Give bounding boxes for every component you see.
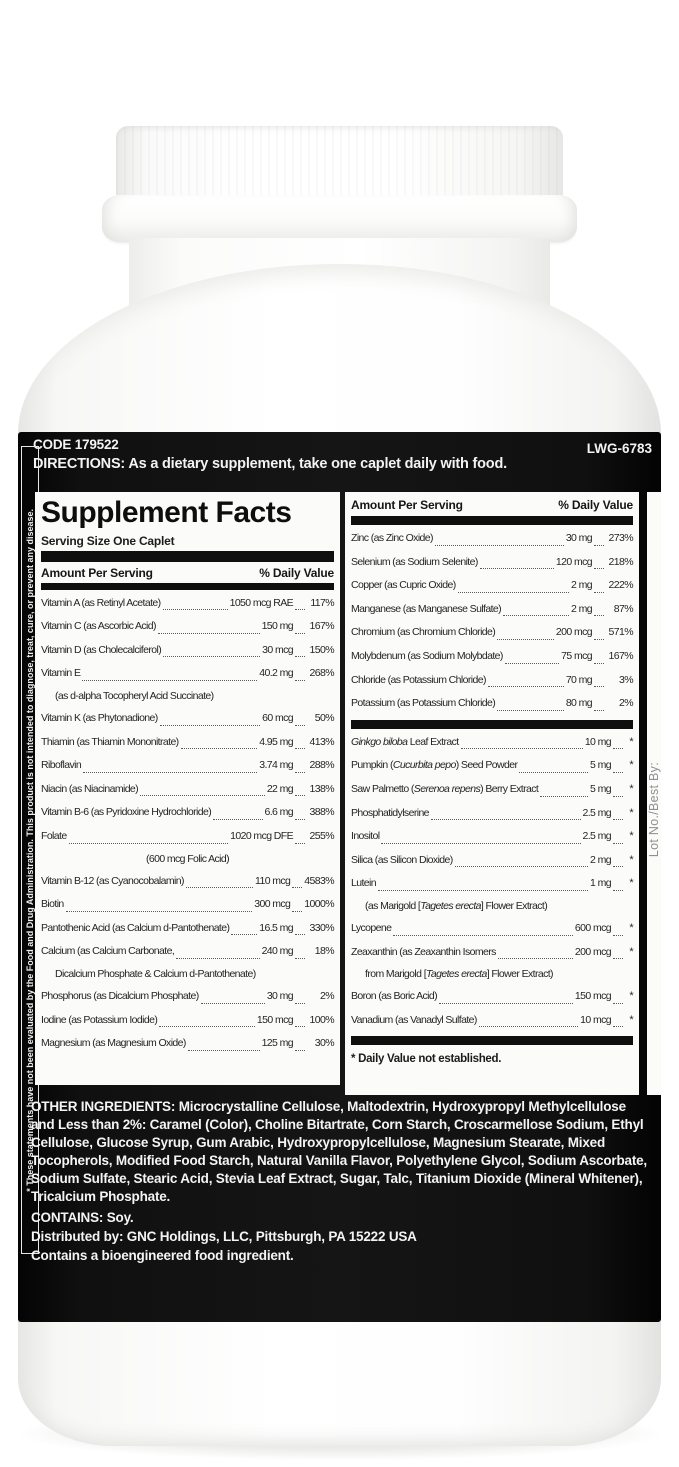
ingredient-dv: 117% xyxy=(310,596,334,609)
fact-row xyxy=(41,940,334,964)
dotted-leader xyxy=(163,609,228,610)
ingredient-amount: 16.5 mg xyxy=(259,921,293,934)
ingredient-amount: 1050 mcg RAE xyxy=(229,596,293,609)
ingredient-amount: 200 mcg xyxy=(574,945,611,958)
ingredient-name: Phosphatidylserine xyxy=(351,806,429,819)
ingredient-name: Boron (as Boric Acid) xyxy=(351,990,438,1003)
dotted-leader xyxy=(613,890,623,891)
bottle-cap xyxy=(116,126,563,202)
fact-row xyxy=(41,639,334,663)
dotted-leader xyxy=(292,887,302,888)
dotted-leader xyxy=(594,615,604,616)
dotted-leader xyxy=(461,748,583,749)
other-ingredients xyxy=(31,1098,651,1206)
ingredient-name: Copper (as Cupric Oxide) xyxy=(351,579,456,592)
ingredient-amount: 30 mg xyxy=(266,989,293,1002)
ingredient-amount: 30 mcg xyxy=(262,643,293,656)
ingredient-subnote: Dicalcium Phosphate & Calcium d-Pantothenate) xyxy=(55,967,256,980)
dotted-leader xyxy=(295,843,305,844)
dotted-leader xyxy=(498,958,573,959)
ingredient-amount: 200 mcg xyxy=(555,626,592,639)
ingredient-name: Potassium (as Potassium Chloride) xyxy=(351,697,496,710)
ingredient-dv: 2% xyxy=(320,989,334,1002)
dotted-leader xyxy=(594,710,604,711)
ingredient-amount: 22 mg xyxy=(266,782,293,795)
dotted-leader xyxy=(613,843,623,844)
ingredient-name: Vitamin A (as Retinyl Acetate) xyxy=(41,596,161,609)
ingredient-name: Pantothenic Acid (as Calcium d-Pantothenate) xyxy=(41,921,230,934)
dotted-leader xyxy=(295,772,305,773)
ingredient-dv: 218% xyxy=(608,555,633,568)
dotted-leader xyxy=(188,1050,260,1051)
dotted-leader xyxy=(295,795,305,796)
ingredient-dv: 571% xyxy=(608,626,633,639)
ingredient-name: Zinc (as Zinc Oxide) xyxy=(351,532,433,544)
fact-row xyxy=(41,825,334,849)
ingredient-dv: * xyxy=(629,945,633,958)
ingredient-amount: 5 mg xyxy=(590,759,611,772)
ingredient-name: Calcium (as Calcium Carbonate, xyxy=(41,945,175,958)
directions-line xyxy=(33,456,507,472)
ingredient-amount: 120 mcg xyxy=(555,555,592,568)
ingredient-amount: 150 mcg xyxy=(256,1013,293,1026)
supplement-label xyxy=(18,432,661,1322)
ingredient-amount: 2.5 mg xyxy=(582,830,611,843)
fact-row xyxy=(351,598,633,622)
dv-header: % Daily Value xyxy=(558,498,633,512)
dotted-leader xyxy=(479,1026,578,1027)
fact-row xyxy=(351,985,633,1009)
fact-row xyxy=(41,707,334,731)
ingredient-name: Vitamin K (as Phytonadione) xyxy=(41,711,158,724)
ingredient-amount: 240 mg xyxy=(261,945,293,958)
ingredient-dv: 4583% xyxy=(304,874,334,887)
ingredient-subnote: (as Marigold [Tagetes erecta] Flower Extract) xyxy=(365,899,548,912)
ingredient-amount: 5 mg xyxy=(590,782,611,795)
fact-row xyxy=(41,754,334,778)
label-bottom-block xyxy=(31,1098,651,1265)
dotted-leader xyxy=(540,796,588,797)
fact-row xyxy=(351,551,633,575)
ingredient-dv: 167% xyxy=(309,620,334,633)
ingredient-dv: * xyxy=(629,921,633,934)
dotted-leader xyxy=(186,887,253,888)
ingredient-amount: 1020 mcg DFE xyxy=(230,829,293,842)
ingredient-name: Molybdenum (as Sodium Molybdate) xyxy=(351,649,503,662)
ingredient-name: Pumpkin (Cucurbita pepo) Seed Powder xyxy=(351,759,518,772)
vitamin-rows xyxy=(41,592,334,1056)
ingredient-subnote: (as d-alpha Tocopheryl Acid Succinate) xyxy=(55,689,214,702)
ingredient-dv: * xyxy=(629,782,633,795)
dotted-leader xyxy=(393,935,573,936)
ingredient-dv: * xyxy=(629,990,633,1003)
distributor-line: Distributed by: GNC Holdings, LLC, Pittsburgh, PA 15222 USA xyxy=(31,1229,417,1244)
ingredient-amount: 2.5 mg xyxy=(582,806,611,819)
fact-row xyxy=(351,849,633,873)
fact-row xyxy=(351,574,633,598)
dotted-leader xyxy=(594,592,604,593)
ingredient-dv: * xyxy=(629,877,633,890)
fact-row xyxy=(351,621,633,645)
dotted-leader xyxy=(158,633,260,634)
other-ingredients-text: Microcrystalline Cellulose, Maltodextrin, Hydroxypropyl Methylcellulose and Less than 2%: Caramel (Color), Choline Bitartrate, Corn Starch, Croscarmellose Sodium, Ethyl Cellulose, Glucose Syrup, Gum Arabic, Hydroxypropylcellulose, Magnesium Stearate, Mixed Tocopherols, Modified Food Starch, Natural Vanilla Flavor, Polyethylene Glycol, Sodium Ascorbate, Sodium Sulfate, Stearic Acid, Stevia Leaf Extract, Sugar, Talc, Titanium Dioxide (Mineral Whitener), Tricalcium Phosphate. xyxy=(31,1099,647,1204)
ingredient-name: Magnesium (as Magnesium Oxide) xyxy=(41,1037,186,1050)
dotted-leader xyxy=(613,819,623,820)
dotted-leader xyxy=(292,911,302,912)
dotted-leader xyxy=(378,890,588,891)
fact-row xyxy=(41,1009,334,1033)
ingredient-dv: * xyxy=(629,830,633,843)
fact-row xyxy=(41,985,334,1009)
dotted-leader xyxy=(480,568,554,569)
dotted-leader xyxy=(163,656,260,657)
ingredient-dv: 87% xyxy=(613,602,633,615)
ingredient-dv: * xyxy=(629,759,633,772)
ingredient-dv: 18% xyxy=(314,945,334,958)
ingredient-name: Vitamin B-6 (as Pyridoxine Hydrochloride) xyxy=(41,806,212,819)
ingredient-name: Lycopene xyxy=(351,921,392,934)
ingredient-amount: 70 mg xyxy=(565,673,592,686)
ingredient-dv: 2% xyxy=(619,697,633,710)
dotted-leader xyxy=(176,958,259,959)
divider-bar xyxy=(351,720,633,729)
ingredient-name: Biotin xyxy=(41,898,64,911)
product-code: CODE 179522 xyxy=(33,437,119,452)
ingredient-name: Vitamin E xyxy=(41,667,81,680)
ingredient-name: Niacin (as Niacinamide) xyxy=(41,782,139,795)
dotted-leader xyxy=(295,819,305,820)
lot-strip xyxy=(647,492,661,1095)
ingredient-name: Iodine (as Potassium Iodide) xyxy=(41,1013,158,1026)
divider-bar xyxy=(41,583,334,590)
fact-row xyxy=(351,645,633,669)
ingredient-name: Silica (as Silicon Dioxide) xyxy=(351,853,453,866)
ingredient-amount: 4.95 mg xyxy=(259,735,293,748)
ingredient-dv: 167% xyxy=(608,649,633,662)
fact-row xyxy=(351,731,633,755)
supplement-facts-panel xyxy=(35,492,340,1085)
ingredient-amount: 300 mcg xyxy=(254,898,291,911)
dotted-leader xyxy=(594,568,604,569)
dotted-leader xyxy=(613,1003,623,1004)
fact-row xyxy=(351,669,633,693)
ingredient-amount: 2 mg xyxy=(571,602,592,615)
fact-row xyxy=(41,778,334,802)
botanical-rows xyxy=(351,731,633,1033)
other-ingredients-label: OTHER INGREDIENTS: xyxy=(31,1099,176,1114)
dotted-leader xyxy=(458,592,569,593)
dotted-leader xyxy=(295,958,305,959)
ingredient-name: Manganese (as Manganese Sulfate) xyxy=(351,602,502,615)
ingredient-amount: 110 mcg xyxy=(255,874,291,887)
column-headers xyxy=(41,564,334,582)
ingredient-name: Vitamin D (as Cholecalciferol) xyxy=(41,643,162,656)
bioengineered-statement: Contains a bioengineered food ingredient. xyxy=(31,1248,294,1263)
ingredient-dv: * xyxy=(629,853,633,866)
dotted-leader xyxy=(613,958,623,959)
ingredient-subnote: (600 mcg Folic Acid) xyxy=(145,852,230,865)
divider-bar xyxy=(41,551,334,562)
ingredient-name: Vitamin B-12 (as Cyanocobalamin) xyxy=(41,874,184,887)
ingredient-amount: 10 mcg xyxy=(580,1013,611,1026)
ingredient-dv: 50% xyxy=(314,711,334,724)
ingredient-name: Lutein xyxy=(351,877,377,890)
fact-row xyxy=(351,941,633,965)
ingredient-dv: 255% xyxy=(309,829,334,842)
ingredient-amount: 30 mg xyxy=(565,532,592,544)
fact-row xyxy=(351,872,633,896)
ingredient-dv: 30% xyxy=(314,1037,334,1050)
dotted-leader xyxy=(82,680,257,681)
ingredient-dv: 288% xyxy=(309,759,334,772)
fact-row xyxy=(41,615,334,639)
ingredient-dv: * xyxy=(629,735,633,748)
dotted-leader xyxy=(83,772,257,773)
fact-row xyxy=(41,592,334,616)
fact-row xyxy=(351,692,633,716)
ingredient-amount: 150 mg xyxy=(261,620,293,633)
ingredient-dv: 413% xyxy=(309,735,334,748)
ingredient-name: Folate xyxy=(41,829,67,842)
ingredient-name: Riboflavin xyxy=(41,759,82,772)
ingredient-amount: 125 mg xyxy=(261,1037,293,1050)
lot-no-best-by: Lot No./Best By: xyxy=(647,762,661,858)
ingredient-amount: 150 mcg xyxy=(574,990,611,1003)
ingredient-name: Saw Palmetto (Serenoa repens) Berry Extract xyxy=(351,782,539,795)
fact-row xyxy=(351,754,633,778)
dotted-leader xyxy=(181,748,258,749)
fact-row xyxy=(41,731,334,755)
dotted-leader xyxy=(519,772,588,773)
dotted-leader xyxy=(613,935,623,936)
dotted-leader xyxy=(613,748,623,749)
fact-row xyxy=(351,527,633,551)
dotted-leader xyxy=(431,819,581,820)
ingredient-name: Chloride (as Potassium Chloride) xyxy=(351,673,486,686)
dotted-leader xyxy=(503,615,569,616)
ingredient-amount: 80 mg xyxy=(565,697,592,710)
ingredient-name: Thiamin (as Thiamin Mononitrate) xyxy=(41,735,179,748)
ingredient-subnote: from Marigold [Tagetes erecta] Flower Extract) xyxy=(365,968,553,981)
fact-row xyxy=(351,778,633,802)
ingredient-name: Chromium (as Chromium Chloride) xyxy=(351,626,496,639)
fact-row xyxy=(41,893,334,917)
dotted-leader xyxy=(594,545,604,546)
ingredient-amount: 1 mg xyxy=(590,877,611,890)
dotted-leader xyxy=(435,545,564,546)
dotted-leader xyxy=(381,843,580,844)
ingredient-dv: 138% xyxy=(309,782,334,795)
amount-header: Amount Per Serving xyxy=(351,498,463,512)
dotted-leader xyxy=(295,609,305,610)
ingredient-dv: 268% xyxy=(309,667,334,680)
dotted-leader xyxy=(488,686,564,687)
fact-row xyxy=(351,1009,633,1033)
ingredient-amount: 6.6 mg xyxy=(264,806,293,819)
ingredient-dv: 222% xyxy=(608,579,633,592)
dotted-leader xyxy=(66,911,253,912)
fda-disclaimer-text: * These statements have not been evaluated by the Food and Drug Administration. This product is not intended to diagnose, treat, cure, or prevent any disease. xyxy=(25,508,35,1192)
dotted-leader xyxy=(295,1003,305,1004)
dotted-leader xyxy=(613,796,623,797)
ingredient-dv: * xyxy=(629,1013,633,1026)
dv-footnote: * Daily Value not established. xyxy=(351,1053,502,1066)
dotted-leader xyxy=(295,1050,305,1051)
dotted-leader xyxy=(295,725,305,726)
ingredient-amount: 60 mcg xyxy=(262,711,293,724)
amount-header: Amount Per Serving xyxy=(41,565,153,580)
ingredient-name: Ginkgo biloba Leaf Extract xyxy=(351,735,459,748)
ingredient-amount: 10 mg xyxy=(584,735,611,748)
fact-row xyxy=(41,801,334,825)
ingredient-dv: 3% xyxy=(619,673,633,686)
ingredient-dv: 330% xyxy=(309,921,334,934)
ingredient-name: Vanadium (as Vanadyl Sulfate) xyxy=(351,1013,477,1026)
bottle-cap-lip xyxy=(102,195,577,242)
ingredient-name: Selenium (as Sodium Selenite) xyxy=(351,555,478,568)
ingredient-amount: 2 mg xyxy=(571,579,592,592)
dotted-leader xyxy=(201,1003,265,1004)
dotted-leader xyxy=(295,1026,305,1027)
divider-bar xyxy=(351,1036,633,1045)
ingredient-amount: 3.74 mg xyxy=(259,759,293,772)
fact-row xyxy=(351,917,633,941)
ingredient-dv: 150% xyxy=(309,643,334,656)
dotted-leader xyxy=(613,866,623,867)
ingredient-amount: 600 mcg xyxy=(574,921,611,934)
dotted-leader xyxy=(497,710,564,711)
dotted-leader xyxy=(159,1026,255,1027)
allergen-statement: CONTAINS: Soy. xyxy=(31,1210,134,1225)
dotted-leader xyxy=(295,934,305,935)
ingredient-name: Inositol xyxy=(351,830,380,843)
dotted-leader xyxy=(295,633,305,634)
ingredient-dv: 273% xyxy=(608,532,633,544)
mineral-rows xyxy=(351,527,633,716)
directions-label: DIRECTIONS: xyxy=(33,456,126,472)
serving-size: Serving Size One Caplet xyxy=(41,533,175,548)
divider-bar xyxy=(351,516,633,525)
fact-row xyxy=(41,917,334,941)
ingredient-amount: 75 mcg xyxy=(561,649,592,662)
fact-row xyxy=(41,662,334,686)
fact-row xyxy=(41,870,334,894)
dotted-leader xyxy=(160,725,260,726)
dotted-leader xyxy=(213,819,262,820)
dotted-leader xyxy=(439,1003,573,1004)
dotted-leader xyxy=(613,1026,623,1027)
dotted-leader xyxy=(594,639,604,640)
ingredient-amount: 2 mg xyxy=(590,853,611,866)
fact-row xyxy=(351,825,633,849)
dotted-leader xyxy=(140,795,265,796)
dotted-leader xyxy=(613,772,623,773)
dotted-leader xyxy=(295,656,305,657)
dotted-leader xyxy=(455,866,588,867)
dotted-leader xyxy=(295,748,305,749)
ingredient-dv: 388% xyxy=(309,806,334,819)
dotted-leader xyxy=(295,680,305,681)
fact-row xyxy=(351,802,633,826)
print-code: LWG-6783 xyxy=(586,441,652,456)
directions-text: As a dietary supplement, take one caplet daily with food. xyxy=(128,456,507,472)
dotted-leader xyxy=(505,663,559,664)
dv-header: % Daily Value xyxy=(259,565,334,580)
ingredient-name: Zeaxanthin (as Zeaxanthin Isomers xyxy=(351,945,496,958)
dotted-leader xyxy=(69,843,229,844)
dotted-leader xyxy=(497,639,554,640)
ingredient-dv: 100% xyxy=(309,1013,334,1026)
ingredient-amount: 40.2 mg xyxy=(259,667,293,680)
dotted-leader xyxy=(594,686,604,687)
dotted-leader xyxy=(231,934,257,935)
ingredient-name: Vitamin C (as Ascorbic Acid) xyxy=(41,620,156,633)
ingredient-name: Phosphorus (as Dicalcium Phosphate) xyxy=(41,989,199,1002)
fact-row xyxy=(41,1032,334,1056)
column-headers xyxy=(351,496,633,514)
ingredient-dv: * xyxy=(629,806,633,819)
panel-title: Supplement Facts xyxy=(41,496,292,529)
cap-rib-texture xyxy=(116,126,563,202)
dotted-leader xyxy=(594,663,604,664)
minerals-panel xyxy=(345,492,639,1095)
ingredient-dv: 1000% xyxy=(304,898,334,911)
